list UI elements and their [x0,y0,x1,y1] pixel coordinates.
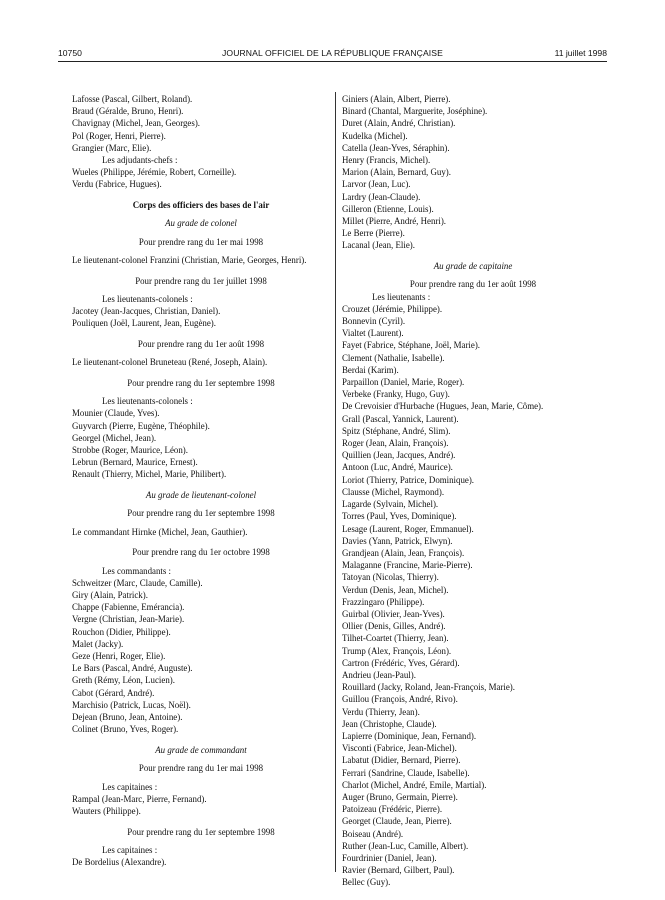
section-label: Les lieutenants-colonels : [102,293,193,304]
list-item: De Crevoisier d'Hurbache (Hugues, Jean, Marie, Côme). [342,401,544,412]
list-item: Giry (Alain, Patrick). [72,590,148,601]
rank-date: Pour prendre rang du 1er mai 1998 [138,236,264,247]
list-item: Ravier (Bernard, Gilbert, Paul). [342,865,455,876]
list-item: Grall (Pascal, Yannick, Laurent). [342,413,459,424]
list-item: De Bordelius (Alexandre). [72,857,167,868]
grade-heading-colonel: Au grade de colonel [165,218,237,229]
section-label: Les commandants : [102,565,172,576]
list-item: Marion (Alain, Bernard, Guy). [342,167,451,178]
list-item: Andrieu (Jean-Paul). [342,669,416,680]
list-item: Frazzingaro (Philippe). [342,596,425,607]
name-list-lieutenants [342,303,604,889]
list-item: Rouillard (Jacky, Roland, Jean-François, Marie). [342,682,515,693]
section-label: Les adjudants-chefs : [102,155,178,166]
list-item: Lagarde (Sylvain, Michel). [342,499,439,510]
list-item: Clausse (Michel, Raymond). [342,486,445,497]
list-item: Quillien (Jean, Jacques, André). [342,450,456,461]
header-rule [58,61,607,62]
list-item: Grangier (Marc, Elie). [72,142,152,153]
section-label: Les lieutenants-colonels : [102,396,193,407]
grade-heading-commandant: Au grade de commandant [155,745,247,756]
list-item: Bonnevin (Cyril). [342,316,406,327]
list-item: Greth (Rémy, Léon, Lucien). [72,675,175,686]
rank-date: Pour prendre rang du 1er septembre 1998 [127,378,275,389]
list-item: Berdai (Karim). [342,364,399,375]
list-item: Labatut (Didier, Bernard, Pierre). [342,755,461,766]
rank-date: Pour prendre rang du 1er juillet 1998 [135,275,267,286]
list-item: Malaganne (Francine, Marie-Pierre). [342,560,473,571]
list-item: Colinet (Bruno, Yves, Roger). [72,724,179,735]
list-item: Fourdrinier (Daniel, Jean). [342,852,437,863]
list-item: Spitz (Stéphane, André, Slim). [342,425,451,436]
list-item: Charlot (Michel, André, Emile, Martial). [342,779,487,790]
list-item: Georget (Claude, Jean, Pierre). [342,816,452,827]
name-list-ltc-sept [72,407,330,480]
list-item: Pouliquen (Joël, Laurent, Jean, Eugène). [72,318,216,329]
list-item: Ollier (Denis, Gilles, André). [342,621,446,632]
list-item: Verbeke (Franky, Hugo, Guy). [342,389,450,400]
name-list-commandants [72,577,330,736]
journal-title: JOURNAL OFFICIEL DE LA RÉPUBLIQUE FRANÇAISE [222,48,443,58]
rank-date: Pour prendre rang du 1er mai 1998 [138,763,264,774]
list-item: Malet (Jacky). [72,638,124,649]
promotion-entry: Le lieutenant-colonel Bruneteau (René, Joseph, Alain). [72,357,268,368]
list-item: Fayet (Fabrice, Stéphane, Joël, Marie). [342,340,481,351]
list-item: Tilhet-Coartet (Thierry, Jean). [342,633,449,644]
list-item: Le Bars (Pascal, André, Auguste). [72,663,193,674]
rank-date: Pour prendre rang du 1er août 1998 [409,279,537,290]
list-item: Roger (Jean, Alain, François). [342,438,449,449]
page-header [58,48,607,60]
list-item: Lebrun (Bernard, Maurice, Ernest). [72,457,198,468]
section-label: Les capitaines : [102,844,158,855]
list-item: Guillou (François, André, Rivo). [342,694,458,705]
name-list-top [72,93,330,154]
list-item: Crouzet (Jérémie, Philippe). [342,303,443,314]
list-item: Lesage (Laurent, Roger, Emmanuel). [342,523,474,534]
list-item: Verdu (Thierry, Jean). [342,706,420,717]
list-item: Lapierre (Dominique, Jean, Fernand). [342,730,477,741]
list-item: Millet (Pierre, André, Henri). [342,216,447,227]
list-item: Boiseau (André). [342,828,404,839]
list-item: Georgel (Michel, Jean). [72,432,157,443]
list-item: Larvor (Jean, Luc). [342,179,411,190]
list-item: Le Berre (Pierre). [342,228,405,239]
list-item: Parpaillon (Daniel, Marie, Roger). [342,377,465,388]
name-list-adjudants [72,166,330,190]
list-item: Binard (Chantal, Marguerite, Joséphine). [342,106,488,117]
name-list-top [342,93,604,252]
list-item: Verdu (Fabrice, Hugues). [72,179,162,190]
list-item: Davies (Yann, Patrick, Elwyn). [342,535,453,546]
column-divider [335,92,336,872]
name-list-cap-mai [72,793,330,817]
list-item: Vialtet (Laurent). [342,328,404,339]
list-item: Jean (Christophe, Claude). [342,718,437,729]
rank-date: Pour prendre rang du 1er octobre 1998 [132,547,270,558]
list-item: Tatoyan (Nicolas, Thierry). [342,572,439,583]
list-item: Trump (Alex, François, Léon). [342,645,452,656]
list-item: Mounier (Claude, Yves). [72,408,160,419]
rank-date: Pour prendre rang du 1er septembre 1998 [127,826,275,837]
list-item: Guirbal (Olivier, Jean-Yves). [342,608,445,619]
list-item: Giniers (Alain, Albert, Pierre). [342,94,451,104]
list-item: Guyvarch (Pierre, Eugène, Théophile). [72,420,210,431]
list-item: Dejean (Bruno, Jean, Antoine). [72,712,183,723]
list-item: Lafosse (Pascal, Gilbert, Roland). [72,94,193,104]
list-item: Henry (Francis, Michel). [342,155,431,166]
right-column [342,93,604,889]
section-label: Les lieutenants : [372,291,431,302]
list-item: Vergne (Christian, Jean-Marie). [72,614,185,625]
list-item: Loriot (Thierry, Patrice, Dominique). [342,474,475,485]
list-item: Torres (Paul, Yves, Dominique). [342,511,457,522]
list-item: Cartron (Frédéric, Yves, Gérard). [342,657,460,668]
list-item: Wueles (Philippe, Jérémie, Robert, Corneille). [72,167,237,178]
list-item: Bellec (Guy). [342,877,391,888]
promotion-entry: Le lieutenant-colonel Franzini (Christian, Marie, Georges, Henri). [72,254,307,265]
name-list-cap-sept [72,856,330,868]
list-item: Strobbe (Roger, Maurice, Léon). [72,445,188,456]
name-list-ltc-juillet [72,305,330,329]
left-column [72,93,330,868]
corps-heading: Corps des officiers des bases de l'air [132,200,270,211]
list-item: Cabot (Gérard, André). [72,687,155,698]
list-item: Antoon (Luc, André, Maurice). [342,462,453,473]
list-item: Kudelka (Michel). [342,130,408,141]
list-item: Rampal (Jean-Marc, Pierre, Fernand). [72,793,207,804]
list-item: Verdun (Denis, Jean, Michel). [342,584,449,595]
list-item: Ruther (Jean-Luc, Camille, Albert). [342,840,469,851]
list-item: Wauters (Philippe). [72,805,141,816]
issue-date: 11 juillet 1998 [554,48,607,58]
list-item: Patoizeau (Frédéric, Pierre). [342,804,443,815]
list-item: Auger (Bruno, Germain, Pierre). [342,791,458,802]
list-item: Catella (Jean-Yves, Séraphin). [342,142,450,153]
list-item: Chavignay (Michel, Jean, Georges). [72,118,200,129]
list-item: Renault (Thierry, Michel, Marie, Philibert). [72,469,227,480]
list-item: Ferrari (Sandrine, Claude, Isabelle). [342,767,470,778]
list-item: Schweitzer (Marc, Claude, Camille). [72,577,203,588]
list-item: Chappe (Fabienne, Emérancia). [72,602,185,613]
list-item: Geze (Henri, Roger, Elie). [72,651,166,662]
list-item: Lacanal (Jean, Elie). [342,240,415,251]
list-item: Rouchon (Didier, Philippe). [72,626,171,637]
section-label: Les capitaines : [102,781,158,792]
rank-date: Pour prendre rang du 1er septembre 1998 [127,508,275,519]
rank-date: Pour prendre rang du 1er août 1998 [137,339,265,350]
list-item: Duret (Alain, André, Christian). [342,118,456,129]
list-item: Lardry (Jean-Claude). [342,191,421,202]
list-item: Clement (Nathalie, Isabelle). [342,352,445,363]
promotion-entry: Le commandant Hirnke (Michel, Jean, Gauthier). [72,526,248,537]
list-item: Pol (Roger, Henri, Pierre). [72,130,166,141]
list-item: Braud (Géralde, Bruno, Henri). [72,106,184,117]
grade-heading-ltc: Au grade de lieutenant-colonel [145,490,257,501]
list-item: Visconti (Fabrice, Jean-Michel). [342,743,457,754]
list-item: Marchisio (Patrick, Lucas, Noël). [72,699,191,710]
grade-heading-capitaine: Au grade de capitaine [433,261,513,272]
list-item: Jacotey (Jean-Jacques, Christian, Daniel). [72,306,221,317]
page-number: 10750 [58,48,82,58]
list-item: Gilleron (Etienne, Louis). [342,203,434,214]
list-item: Grandjean (Alain, Jean, François). [342,547,465,558]
